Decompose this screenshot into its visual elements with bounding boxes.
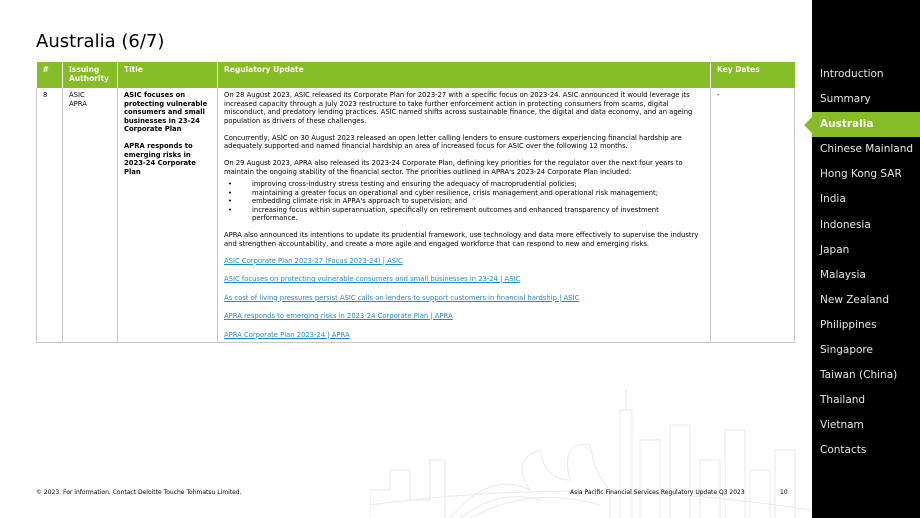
update-paragraph: On 29 August 2023, APRA also released its 2023-24 Corporate Plan, defining key priorities for the regulator over the next four years to maintain the ongoing stability of the financial sector. The priorities outlined in APRA's 2023-24 Corporate Plan included: (224, 159, 683, 176)
sidebar-item-malaysia[interactable]: Malaysia (820, 268, 866, 281)
sidebar-item-singapore[interactable]: Singapore (820, 344, 873, 357)
title-apra: APRA responds to emerging risks in 2023-24 Corporate Plan (124, 142, 196, 176)
priorities-list (224, 180, 704, 223)
list-item: • embedding climate risk in APRA's approach to supervision; and (224, 197, 704, 206)
footer-copyright: © 2023. For information, Contact Deloitte Touche Tohmatsu Limited. (36, 489, 242, 496)
sidebar-nav (812, 0, 920, 518)
table-row (37, 88, 795, 343)
sidebar-item-new-zealand[interactable]: New Zealand (820, 293, 889, 306)
table-header-row (37, 62, 795, 88)
sidebar-item-vietnam[interactable]: Vietnam (820, 419, 864, 432)
title-asic: ASIC focuses on protecting vulnerable consumers and small businesses in 23-24 Corporate Plan (124, 91, 208, 133)
header-number: # (37, 62, 63, 88)
link-apra-emerging-risks[interactable]: APRA responds to emerging risks in 2023-24 Corporate Plan | APRA (224, 312, 453, 320)
issuing-authority-cell (63, 88, 118, 343)
sidebar-item-introduction[interactable]: Introduction (820, 68, 884, 80)
row-number: 8 (37, 88, 63, 343)
sidebar-item-india[interactable]: India (820, 193, 846, 206)
sidebar-item-japan[interactable]: Japan (820, 243, 850, 256)
header-regulatory-update: Regulatory Update (218, 62, 711, 88)
sidebar-item-philippines[interactable]: Philippines (820, 318, 877, 331)
update-paragraph: On 28 August 2023, ASIC released its Corporate Plan for 2023-27 with a specific focus on 2023-24. ASIC announced it would leverage its increased capacity through a July 2023 restructure to take further enforcement action in protecting consumers from scams, digital misconduct, and predatory lending practices. ASIC named shifts across sustainable finance, the digital and data economy, and an ageing population as drivers of these challenges. (224, 91, 693, 125)
list-item: • improving cross-industry stress testing and ensuring the adequacy of macroprudential policies; (224, 180, 704, 189)
list-item: • maintaining a greater focus on operational and cyber resilience, crisis management and operational risk management; (224, 189, 704, 198)
regulatory-update-cell (218, 88, 711, 343)
sidebar-item-chinese-mainland[interactable]: Chinese Mainland (820, 143, 914, 156)
page-number: 10 (780, 489, 788, 496)
footer-publication: Asia Pacific Financial Services Regulatory Update Q3 2023 (570, 489, 745, 496)
link-asic-corporate-plan[interactable]: ASIC Corporate Plan 2023-27 (Focus 2023-24) | ASIC (224, 256, 403, 265)
title-cell (118, 88, 218, 343)
header-key-dates: Key Dates (711, 62, 795, 88)
key-dates-cell: - (711, 88, 795, 343)
link-asic-vulnerable-consumers[interactable]: ASIC focuses on protecting vulnerable consumers and small businesses in 23-24 | ASIC (224, 275, 521, 283)
page-title: Australia (6/7) (36, 31, 165, 52)
header-issuing-authority: Issuing Authority (63, 62, 118, 88)
list-item: • increasing focus within superannuation, specifically on retirement outcomes and enhanced transparency of investment performance. (224, 206, 704, 223)
sidebar-item-hong-kong-sar[interactable]: Hong Kong SAR (820, 168, 902, 181)
link-apra-corporate-plan[interactable]: APRA Corporate Plan 2023-24 | APRA (224, 330, 350, 339)
closing-paragraph: APRA also announced its intentions to update its prudential framework, use technology and data more effectively to supervise the industry and strengthen accountability, and create a more agile and engaged workforce that can respond to new and emerging risks. (224, 231, 699, 248)
sidebar-item-taiwan-china[interactable]: Taiwan (China) (820, 369, 898, 382)
header-title: Title (118, 62, 218, 88)
sidebar-nav-list (812, 62, 920, 464)
regulatory-update-table (36, 62, 795, 343)
sidebar-item-summary[interactable]: Summary (820, 93, 871, 106)
authority-asic: ASIC (69, 91, 85, 99)
sidebar-item-thailand[interactable]: Thailand (820, 394, 866, 407)
authority-apra: APRA (69, 99, 87, 108)
update-paragraph: Concurrently, ASIC on 30 August 2023 released an open letter calling lenders to ensure customers experiencing financial hardship are adequately supported and named financial hardship an area of increased focus for ASIC over the following 12 months. (224, 133, 682, 150)
link-asic-cost-of-living[interactable]: As cost of living pressures persist ASIC calls on lenders to support customers in financial hardship | ASIC (224, 293, 580, 302)
sidebar-item-indonesia[interactable]: Indonesia (820, 218, 871, 231)
sidebar-item-australia[interactable]: Australia (812, 112, 920, 137)
sidebar-item-contacts[interactable]: Contacts (820, 444, 867, 457)
